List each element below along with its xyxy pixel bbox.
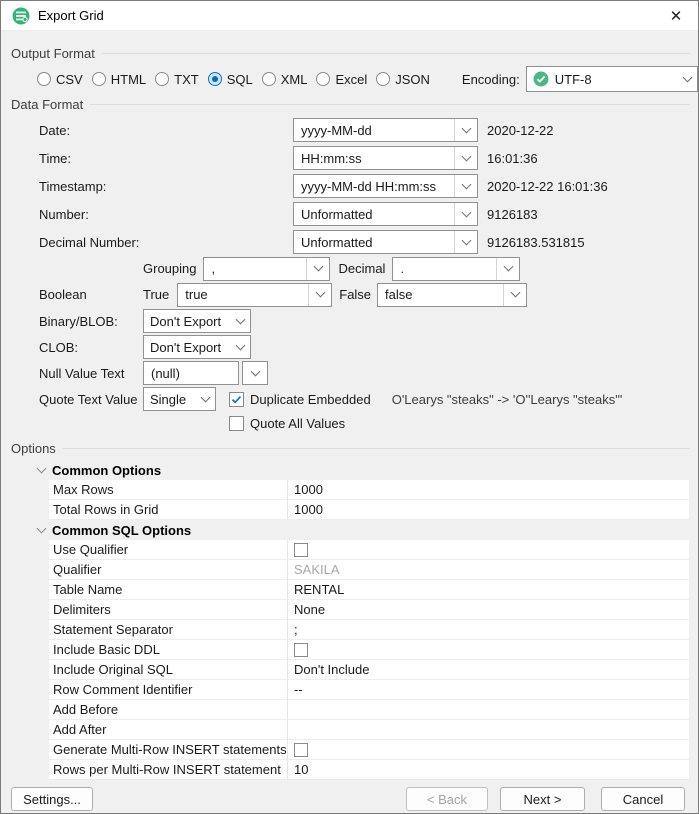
clob-label: CLOB: bbox=[39, 339, 79, 355]
decimal-number-format-combo[interactable] bbox=[293, 230, 478, 254]
radio-label: XML bbox=[280, 71, 308, 87]
option-label: Include Original SQL bbox=[49, 660, 288, 679]
options-section-label: Options bbox=[11, 440, 56, 456]
use-qualifier-checkbox[interactable] bbox=[294, 543, 308, 557]
number-format-combo[interactable] bbox=[293, 202, 478, 226]
null-value-field[interactable] bbox=[143, 361, 239, 385]
radio-label: CSV bbox=[56, 71, 83, 87]
radio-txt[interactable] bbox=[155, 72, 199, 87]
grouping-combo[interactable] bbox=[203, 257, 330, 281]
option-value[interactable]: 10 bbox=[294, 762, 309, 777]
chevron-down-icon bbox=[307, 258, 329, 280]
option-row-total-rows-in-grid[interactable] bbox=[49, 500, 689, 520]
radio-html[interactable] bbox=[92, 72, 146, 87]
back-button[interactable]: < Back bbox=[406, 787, 488, 811]
option-value[interactable]: None bbox=[294, 602, 326, 617]
option-row-rows-per-multi-row-insert[interactable] bbox=[49, 760, 689, 780]
grouping-decimal-row bbox=[1, 256, 698, 281]
true-value: true bbox=[185, 287, 208, 302]
chevron-down-icon bbox=[677, 78, 697, 81]
binary-blob-value: Don't Export bbox=[150, 313, 222, 329]
decimal-number-format-value: Unformatted bbox=[301, 234, 373, 250]
null-value-label: Null Value Text bbox=[39, 365, 125, 381]
chevron-down-icon bbox=[230, 320, 250, 323]
number-sample: 9126183 bbox=[487, 206, 538, 222]
null-value: (null) bbox=[151, 365, 180, 381]
number-format-row bbox=[1, 200, 698, 228]
time-format-combo[interactable] bbox=[293, 146, 478, 170]
chevron-down-icon bbox=[455, 119, 477, 141]
duplicate-embedded-label: Duplicate Embedded bbox=[250, 391, 371, 407]
boolean-row bbox=[1, 281, 698, 308]
option-label: Statement Separator bbox=[49, 620, 288, 639]
quote-example-text: O'Learys "steaks" -> 'O''Learys "steaks"' bbox=[391, 391, 623, 407]
option-value[interactable]: SAKILA bbox=[294, 562, 340, 577]
quote-text-value-row bbox=[1, 386, 698, 412]
chevron-down-icon bbox=[455, 203, 477, 225]
include-basic-ddl-checkbox[interactable] bbox=[294, 643, 308, 657]
number-format-value: Unformatted bbox=[301, 206, 373, 222]
null-value-row bbox=[1, 360, 698, 386]
options-section-header bbox=[1, 439, 698, 457]
generate-multi-row-insert-checkbox[interactable] bbox=[294, 743, 308, 757]
option-label: Row Comment Identifier bbox=[49, 680, 288, 699]
clob-select[interactable] bbox=[143, 335, 251, 359]
option-value[interactable] bbox=[288, 720, 689, 739]
option-row-generate-multi-row-insert[interactable] bbox=[49, 740, 689, 760]
radio-circle-icon bbox=[262, 72, 276, 86]
duplicate-embedded-checkbox[interactable] bbox=[229, 392, 244, 407]
option-label: Add After bbox=[49, 720, 288, 739]
radio-csv[interactable] bbox=[37, 72, 83, 87]
chevron-down-icon bbox=[497, 258, 519, 280]
chevron-down-icon bbox=[455, 231, 477, 253]
chevron-down-icon bbox=[455, 175, 477, 197]
boolean-label: Boolean bbox=[39, 287, 87, 302]
option-row-qualifier[interactable] bbox=[49, 560, 689, 580]
timestamp-sample: 2020-12-22 16:01:36 bbox=[487, 178, 608, 194]
option-row-use-qualifier[interactable] bbox=[49, 540, 689, 560]
date-sample: 2020-12-22 bbox=[487, 122, 554, 138]
option-value[interactable]: RENTAL bbox=[294, 582, 345, 597]
option-row-include-original-sql[interactable] bbox=[49, 660, 689, 680]
option-label: Max Rows bbox=[49, 480, 288, 499]
option-value[interactable]: 1000 bbox=[294, 502, 323, 517]
radio-label: JSON bbox=[395, 71, 430, 87]
radio-label: TXT bbox=[174, 71, 199, 87]
number-label: Number: bbox=[39, 206, 89, 222]
option-label: Use Qualifier bbox=[49, 540, 288, 559]
option-label: Delimiters bbox=[49, 600, 288, 619]
data-format-section-header bbox=[1, 95, 698, 113]
data-format-section-label: Data Format bbox=[11, 96, 84, 112]
quote-all-values-checkbox[interactable] bbox=[229, 416, 244, 431]
option-row-add-after[interactable] bbox=[49, 720, 689, 740]
option-row-row-comment-identifier[interactable] bbox=[49, 680, 689, 700]
dialog-title: Export Grid bbox=[38, 8, 104, 23]
quote-all-values-row bbox=[1, 412, 698, 435]
option-value[interactable]: -- bbox=[294, 682, 303, 697]
date-format-combo[interactable] bbox=[293, 118, 478, 142]
binary-blob-row bbox=[1, 308, 698, 334]
chevron-down-icon bbox=[195, 398, 215, 401]
option-row-table-name[interactable] bbox=[49, 580, 689, 600]
option-label: Generate Multi-Row INSERT statements bbox=[49, 740, 288, 759]
next-button[interactable]: Next > bbox=[500, 787, 585, 811]
chevron-down-icon bbox=[230, 346, 250, 349]
option-label: Table Name bbox=[49, 580, 288, 599]
option-label: Rows per Multi-Row INSERT statement bbox=[49, 760, 288, 779]
decimal-number-label: Decimal Number: bbox=[39, 234, 140, 250]
option-row-statement-separator[interactable] bbox=[49, 620, 689, 640]
radio-label: Excel bbox=[335, 71, 368, 87]
tree-group-common-sql-options[interactable] bbox=[1, 520, 698, 540]
option-row-include-basic-ddl[interactable] bbox=[49, 640, 689, 660]
option-row-delimiters[interactable] bbox=[49, 600, 689, 620]
close-icon[interactable]: ✕ bbox=[669, 7, 683, 25]
output-format-section-label: Output Format bbox=[11, 45, 95, 61]
encoding-label: Encoding: bbox=[461, 71, 520, 87]
encoding-check-icon bbox=[533, 71, 549, 87]
quote-style-select[interactable] bbox=[143, 387, 216, 411]
time-label: Time: bbox=[39, 150, 72, 166]
timestamp-format-row bbox=[1, 172, 698, 200]
tree-group-label: Common SQL Options bbox=[52, 522, 192, 538]
settings-button[interactable]: Settings... bbox=[11, 787, 93, 811]
encoding-value: UTF-8 bbox=[554, 71, 592, 87]
false-value-combo[interactable] bbox=[377, 283, 527, 307]
binary-blob-label: Binary/BLOB: bbox=[39, 313, 118, 329]
quote-all-values-label: Quote All Values bbox=[250, 416, 346, 431]
encoding-dropdown[interactable] bbox=[526, 66, 698, 92]
binary-blob-select[interactable] bbox=[143, 309, 251, 333]
radio-sql[interactable] bbox=[208, 72, 253, 87]
check-icon bbox=[231, 394, 242, 405]
decimal-value: . bbox=[400, 261, 405, 276]
cancel-button[interactable]: Cancel bbox=[601, 787, 685, 811]
option-value[interactable]: ; bbox=[294, 622, 298, 637]
option-value[interactable]: Don't Include bbox=[294, 662, 370, 677]
option-value[interactable]: 1000 bbox=[294, 482, 323, 497]
radio-circle-selected-icon bbox=[208, 72, 222, 86]
radio-excel[interactable] bbox=[316, 72, 367, 87]
time-format-value: HH:mm:ss bbox=[301, 150, 362, 166]
output-format-section-header bbox=[1, 44, 698, 62]
quote-text-value-label: Quote Text Value bbox=[39, 391, 138, 407]
true-value-combo[interactable] bbox=[177, 283, 332, 307]
time-format-row bbox=[1, 144, 698, 172]
decimal-number-sample: 9126183.531815 bbox=[487, 234, 585, 250]
option-label: Total Rows in Grid bbox=[49, 500, 288, 519]
time-sample: 16:01:36 bbox=[487, 150, 538, 166]
date-label: Date: bbox=[39, 122, 71, 138]
clob-value: Don't Export bbox=[150, 339, 222, 355]
section-divider bbox=[102, 53, 690, 54]
chevron-down-icon bbox=[455, 147, 477, 169]
grouping-value: , bbox=[211, 261, 216, 276]
radio-circle-icon bbox=[37, 72, 51, 86]
date-format-value: yyyy-MM-dd bbox=[301, 122, 372, 138]
false-label: False bbox=[339, 287, 372, 302]
true-label: True bbox=[143, 287, 170, 302]
decimal-number-format-row bbox=[1, 228, 698, 256]
radio-xml[interactable] bbox=[262, 72, 308, 87]
timestamp-label: Timestamp: bbox=[39, 178, 107, 194]
option-row-add-before[interactable] bbox=[49, 700, 689, 720]
null-value-dropdown-button[interactable] bbox=[242, 361, 268, 385]
section-divider bbox=[90, 104, 690, 105]
output-format-radio-row bbox=[1, 65, 698, 93]
clob-row bbox=[1, 334, 698, 360]
decimal-label: Decimal bbox=[338, 261, 386, 276]
radio-circle-icon bbox=[155, 72, 169, 86]
quote-style-value: Single bbox=[150, 391, 187, 407]
title-bar bbox=[1, 1, 698, 31]
false-value: false bbox=[385, 287, 413, 302]
radio-label: SQL bbox=[226, 71, 253, 87]
option-value[interactable] bbox=[288, 700, 689, 719]
radio-circle-icon bbox=[316, 72, 330, 86]
grid-app-icon bbox=[12, 7, 30, 25]
tree-group-label: Common Options bbox=[52, 462, 162, 478]
radio-label: HTML bbox=[110, 71, 147, 87]
timestamp-format-combo[interactable] bbox=[293, 174, 478, 198]
section-divider bbox=[63, 448, 690, 449]
chevron-down-icon bbox=[309, 284, 331, 306]
option-label: Add Before bbox=[49, 700, 288, 719]
timestamp-format-value: yyyy-MM-dd HH:mm:ss bbox=[301, 178, 437, 194]
footer-button-bar bbox=[1, 780, 698, 814]
chevron-expanded-icon[interactable] bbox=[37, 523, 47, 533]
option-label: Include Basic DDL bbox=[49, 640, 288, 659]
option-row-max-rows[interactable] bbox=[49, 480, 689, 500]
radio-circle-icon bbox=[92, 72, 106, 86]
radio-json[interactable] bbox=[376, 72, 430, 87]
chevron-expanded-icon[interactable] bbox=[37, 463, 47, 473]
radio-circle-icon bbox=[376, 72, 390, 86]
chevron-down-icon bbox=[504, 284, 526, 306]
tree-group-common-options[interactable] bbox=[1, 460, 698, 480]
options-tree-table bbox=[1, 460, 698, 780]
date-format-row bbox=[1, 116, 698, 144]
decimal-combo[interactable] bbox=[392, 257, 520, 281]
option-label: Qualifier bbox=[49, 560, 288, 579]
grouping-label: Grouping bbox=[143, 261, 197, 276]
